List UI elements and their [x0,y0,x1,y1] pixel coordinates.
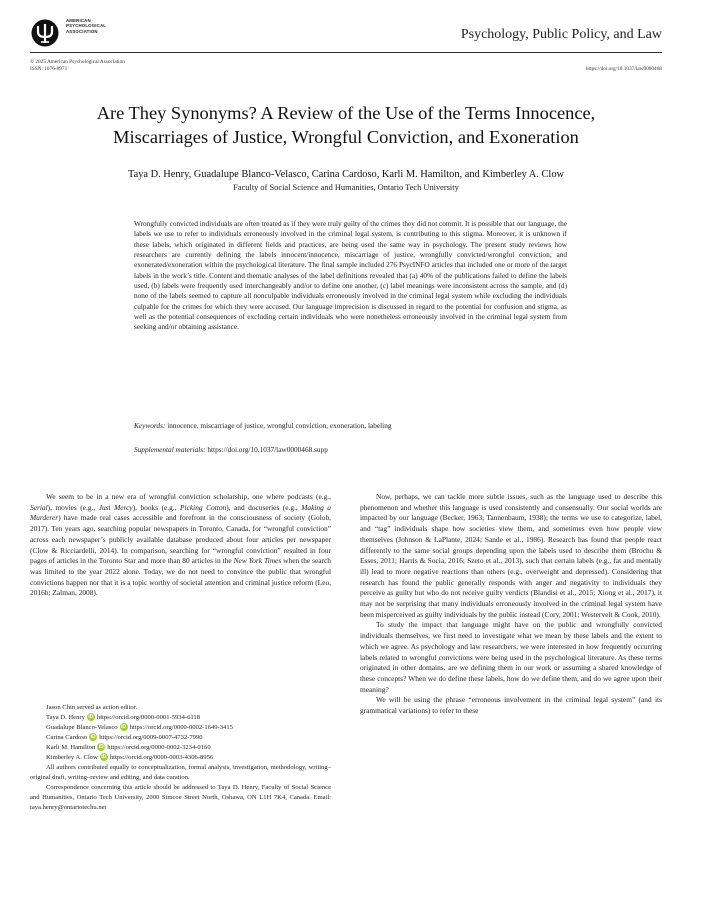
body-paragraph: We seem to be in a new era of wrongful conviction scholarship, one where podcasts (e.g., Serial), movies (e.g., Just Mercy), books (e.g., Picking Cotton), and docuseries (e.g., Making a Murderer) have made real cases accessible and forefront in the consciousness of society (Golob, 2017). Ten years ago, searching popular newspapers in Toronto, Canada, for “wrongful conviction” across each newspaper’s publicly available database produced about four articles per newspaper (Clow & Ricciardelli, 2014). In comparison, searching for “wrongful conviction” resulted in four pages of articles in the Toronto Star and more than 80 articles in the New York Times when the search was limited to the year 2022 alone. Today, we do not need to convince the public that wrongful convictions happen nor that it is a topic worthy of societal attention and criminal justice reform (Leo, 2016b; Zalman, 2008). [30,492,331,598]
orcid-entry: Karli M. Hamilton iD https://orcid.org/0000-0002-3234-0160 [46,744,211,751]
contribution-note: All authors contributed equally to conceptualization, formal analysis, investigation, methodology, writing–original draft, writing–review and editing, and data curation. [30,764,331,781]
abstract: Wrongfully convicted individuals are often treated as if they were truly guilty of the crimes they did not commit. It is possible that our language, the labels we use to refer to individuals erroneously involved in the criminal legal system, is contributing to this stigma. Moreover, it is unknown if these labels, which originated in different fields and practices, are being used the same way in psychology. The present study reviews how researchers are currently defining the labels innocent/innocence, miscarriage of justice, wrongfully convicted/wrongful conviction, and exonerated/exoneration within the psychological literature. The final sample included 276 PsycINFO articles that included one or more of the target labels in the work’s title. Content and thematic analyses of the label definitions revealed that (a) 40% of the publications failed to define the labels used, (b) labels were frequently used interchangeably and/or to define one another, (c) label meanings were inconsistent across the sample, and (d) none of the labels seemed to capture all nonculpable individuals erroneously involved in the criminal legal system while excluding the individuals culpable for the crimes for which they were accused. Our language imprecision is discussed in regard to the potential for confusion and stigma, as well as the potential consequences of excluding certain individuals who were nonetheless erroneously involved in the criminal legal system from seeking and/or obtaining assistance. [134,219,567,332]
publication-meta [30,59,125,72]
body-paragraph: Now, perhaps, we can tackle more subtle issues, such as the language used to describe this phenomenon and whether this language is used consistently and consensually. Our social worlds are impacted by our language (Becker, 1963; Tannenbaum, 1938); the terms we use to categorize, label, and “tag” individuals shape how societies view them, and sometimes even how people view themselves (Johnson & LaPlante, 2024; Sande et al., 1986). Research has found that people react differently to the same social groups depending upon the labels used to describe them (Brochu & Esses, 2011; Harris & Socia, 2016; Szeto et al., 2013), such that certain labels (e.g., fat and mentally ill) lead to more negative reactions than others (e.g., overweight and depressed). Considering that research has found the public generally responds with anger and negativity to individuals they perceive as guilty but who do not receive guilty verdicts (Blandisi et al., 2015; Xiong et al., 2017), it may not be surprising that many individuals erroneously involved in the criminal legal system have been misperceived as guilty individuals by the public instead (Cory, 2001; Westervelt & Cook, 2010). [360,492,662,619]
orcid-entry: Guadalupe Blanco-Velasco iD https://orcid.org/0000-0002-1649-3415 [46,724,233,731]
author-note [30,703,331,813]
title-line: Miscarriages of Justice, Wrongful Conviction, and Exoneration [113,127,579,147]
author-list: Taya D. Henry, Guadalupe Blanco-Velasco, Carina Cardoso, Karli M. Hamilton, and Kimberley A. Clow [127,169,565,180]
orcid-icon: iD [90,734,96,741]
article-title [30,101,662,149]
correspondence-note: Correspondence concerning this article should be addressed to Taya D. Henry, Faculty of Social Science and Humanities, Ontario Tech University, 2000 Simcoe Street North, Oshawa, ON L1H 7K4, Canada. Email: taya.henry@ontariotechu.net [30,784,331,811]
orcid-icon: iD [121,724,127,731]
affiliation: Faculty of Social Science and Humanities, Ontario Tech University [233,183,459,192]
body-column-left [30,492,331,599]
body-column-right [360,492,662,717]
publisher-line: ASSOCIATION [66,28,98,34]
orcid-icon: iD [101,754,107,761]
publisher-line: PSYCHOLOGICAL [66,23,107,29]
orcid-entry: Carina Cardoso iD https://orcid.org/0009-0007-4732-7990 [46,734,203,741]
supplemental-line [134,445,567,454]
orcid-link[interactable]: https://orcid.org/0000-0002-3234-0160 [107,744,211,751]
keywords-line [134,421,567,430]
editor-note: Jason Chin served as action editor. [46,704,138,711]
supplemental-label: Supplemental materials: [134,445,206,454]
issn-line: ISSN: 1076-8971 [30,65,68,72]
orcid-link[interactable]: https://orcid.org/0000-0001-5934-6118 [96,714,201,721]
journal-name: Psychology, Public Policy, and Law [460,27,662,42]
orcid-entry: Taya D. Henry iD https://orcid.org/0000-0001-5934-6118 [46,714,201,721]
body-paragraph: To study the impact that language might have on the public and wrongfully convicted individuals themselves, we first need to investigate what we mean by these labels and the extent to which we agree. As psychology and law researchers, we were interested in how frequently occurring labels related to wrongful convictions were being used in the psychological literature. As these terms originated in other domains, are we defining them in our work or assuming a shared knowledge of these concepts? When we do define these labels, how do we define them, and do we agree upon their meaning? [360,620,662,694]
keywords-text: innocence, miscarriage of justice, wrongful conviction, exoneration, labeling [167,421,392,430]
apa-logo-icon [30,18,64,48]
publisher-name [66,18,106,34]
supplemental-link[interactable]: https://doi.org/10.1037/law0000468.supp [207,445,328,454]
keywords-label: Keywords: [134,421,166,430]
copyright-line: © 2025 American Psychological Association [30,59,125,65]
body-paragraph: We will be using the phrase “erroneous involvement in the criminal legal system” (and its grammatical variations) to refer to these [360,695,662,716]
orcid-entry: Kimberley A. Clow iD https://orcid.org/0000-0003-4306-8956 [46,754,214,761]
orcid-icon: iD [88,714,94,721]
orcid-icon: iD [98,744,104,751]
orcid-link[interactable]: https://orcid.org/0009-0007-4732-7990 [99,734,203,741]
doi-link[interactable]: https://doi.org/10.1037/law0000468 [585,66,662,72]
orcid-link[interactable]: https://orcid.org/0000-0002-1649-3415 [129,724,233,731]
publisher-line: AMERICAN [66,18,91,23]
orcid-link[interactable]: https://orcid.org/0000-0003-4306-8956 [109,754,214,761]
header-rule [30,52,662,53]
title-line: Are They Synonyms? A Review of the Use of the Terms Innocence, [96,103,596,123]
